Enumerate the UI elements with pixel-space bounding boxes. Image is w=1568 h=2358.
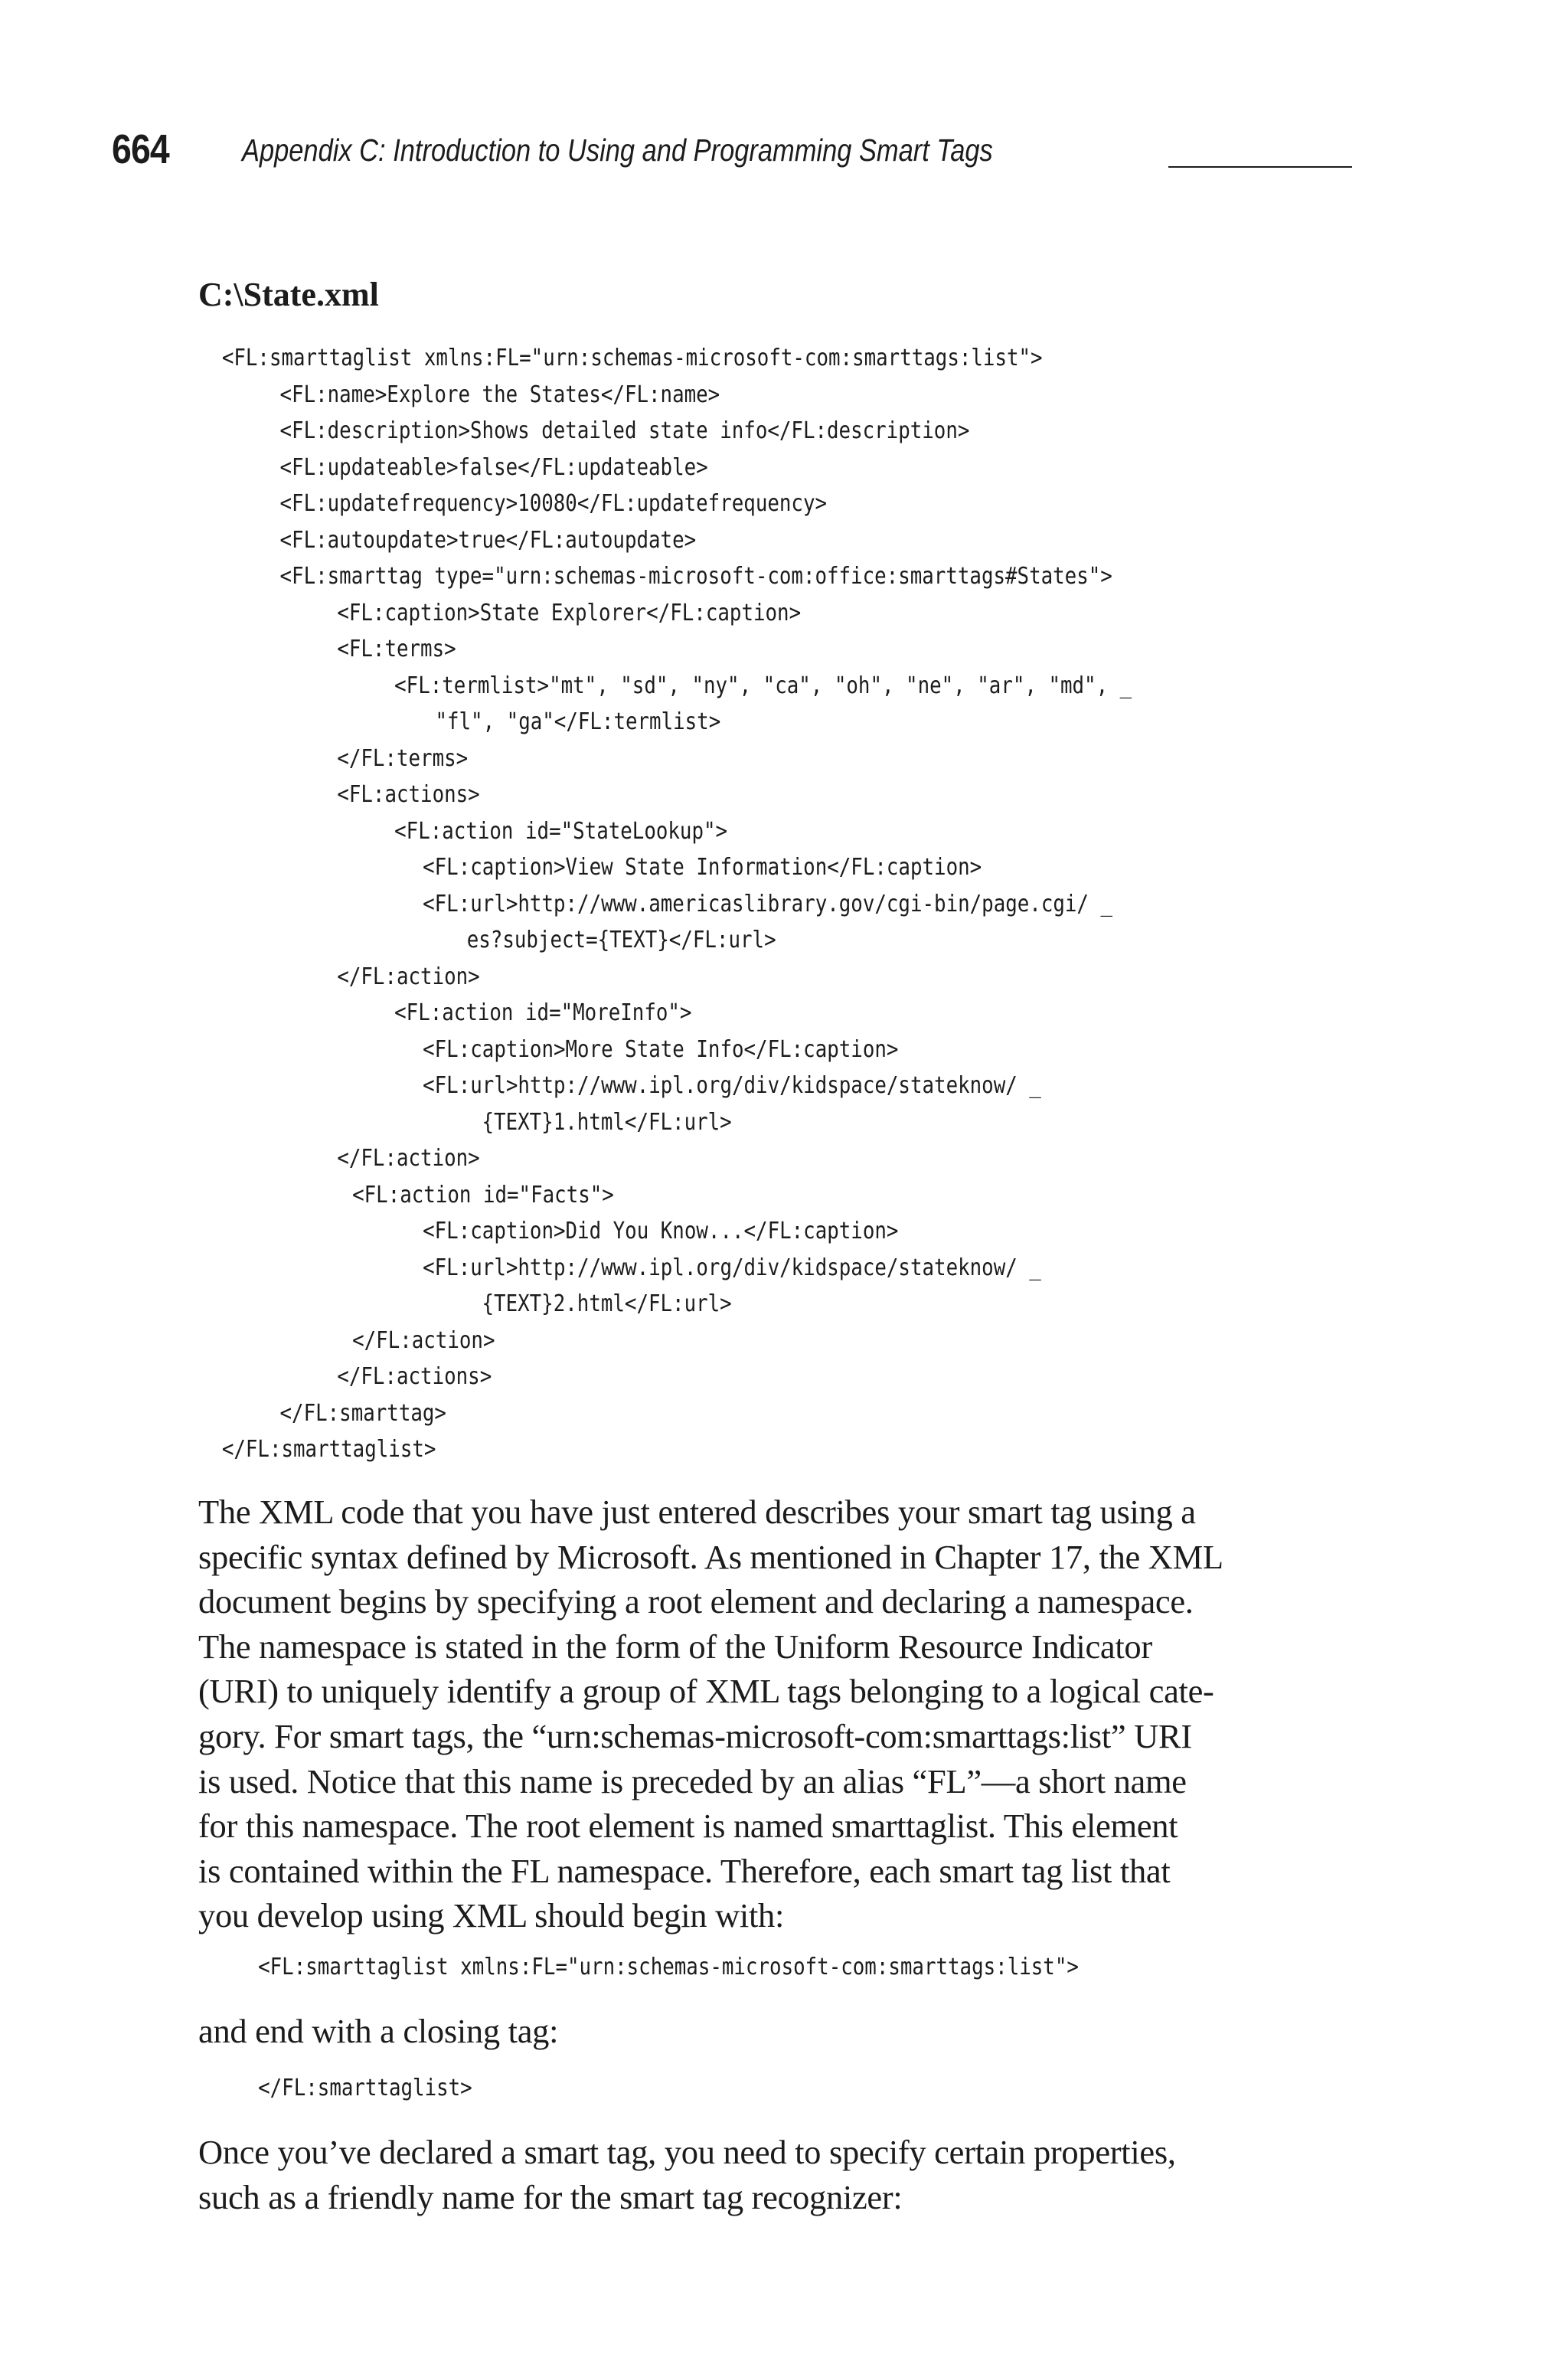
code-line: <FL:action id="Facts">	[352, 1181, 614, 1208]
code-line: <FL:caption>View State Information</FL:caption>	[423, 854, 982, 881]
running-head: Appendix C: Introduction to Using and Programming Smart Tags	[242, 132, 993, 168]
code-line: </FL:actions>	[337, 1363, 492, 1390]
body-paragraph	[198, 2009, 1370, 2054]
code-line: </FL:action>	[352, 1326, 495, 1354]
code-line: <FL:updatefrequency>10080</FL:updatefrequency>	[279, 490, 828, 517]
page-number: 664	[112, 126, 169, 172]
listing-title: C:\State.xml	[198, 276, 379, 313]
code-snippet-open-tag	[0, 1949, 1079, 1986]
code-line: <FL:caption>More State Info</FL:caption>	[423, 1035, 899, 1063]
text-line: gory. For smart tags, the “urn:schemas-microsoft-com:smarttags:list” URI	[198, 1716, 1192, 1755]
text-line: (URI) to uniquely identify a group of XML tags belonging to a logical cate-	[198, 1672, 1214, 1711]
text-line: The namespace is stated in the form of the Uniform Resource Indicator	[198, 1627, 1152, 1666]
code-line: <FL:terms>	[337, 636, 456, 662]
code-line: </FL:smarttaglist>	[258, 2075, 472, 2101]
text-line: specific syntax defined by Microsoft. As mentioned in Chapter 17, the XML	[198, 1537, 1223, 1576]
code-line: </FL:smarttaglist>	[221, 1436, 436, 1463]
code-line: es?subject={TEXT}</FL:url>	[466, 927, 776, 953]
code-line: <FL:action id="StateLookup">	[394, 817, 728, 845]
text-line: and end with a closing tag:	[198, 2012, 559, 2050]
code-line: <FL:url>http://www.ipl.org/div/kidspace/stateknow/ _	[423, 1072, 1041, 1099]
code-line: "fl", "ga"</FL:termlist>	[435, 708, 721, 735]
code-line: </FL:action>	[337, 963, 480, 990]
text-line: such as a friendly name for the smart tag recognizer:	[198, 2177, 903, 2216]
body-paragraph	[198, 2130, 1370, 2219]
text-line: is used. Notice that this name is preceded by an alias “FL”—a short name	[198, 1761, 1187, 1800]
code-line: <FL:smarttag type="urn:schemas-microsoft-com:office:smarttags#States">	[279, 563, 1112, 590]
text-line: for this namespace. The root element is named smarttaglist. This element	[198, 1807, 1178, 1846]
running-head-rule	[1168, 166, 1352, 168]
code-listing	[0, 340, 1132, 1468]
code-line: </FL:terms>	[337, 744, 469, 772]
code-line: <FL:autoupdate>true</FL:autoupdate>	[279, 526, 697, 554]
code-line: <FL:updateable>false</FL:updateable>	[279, 453, 708, 481]
page-header	[112, 123, 1352, 184]
code-line: <FL:url>http://www.ipl.org/div/kidspace/stateknow/ _	[423, 1254, 1041, 1281]
body-paragraph	[198, 1490, 1370, 1938]
code-line: <FL:actions>	[337, 781, 480, 808]
code-line: </FL:action>	[337, 1145, 480, 1172]
code-line: {TEXT}2.html</FL:url>	[482, 1290, 732, 1317]
code-line: <FL:description>Shows detailed state info</FL:description>	[279, 417, 970, 444]
code-line: <FL:url>http://www.americaslibrary.gov/cgi-bin/page.cgi/ _	[423, 890, 1113, 917]
code-line: <FL:caption>State Explorer</FL:caption>	[337, 599, 802, 626]
text-line: document begins by specifying a root element and declaring a namespace.	[198, 1582, 1194, 1621]
code-line: <FL:termlist>"mt", "sd", "ny", "ca", "oh", "ne", "ar", "md", _	[394, 672, 1132, 699]
code-line: <FL:name>Explore the States</FL:name>	[279, 381, 720, 408]
text-line: The XML code that you have just entered describes your smart tag using a	[198, 1493, 1196, 1531]
code-line: {TEXT}1.html</FL:url>	[482, 1108, 732, 1136]
code-line: <FL:smarttaglist xmlns:FL="urn:schemas-microsoft-com:smarttags:list">	[258, 1954, 1079, 1980]
code-line: </FL:smarttag>	[279, 1399, 446, 1427]
text-line: is contained within the FL namespace. Therefore, each smart tag list that	[198, 1851, 1171, 1890]
code-line: <FL:smarttaglist xmlns:FL="urn:schemas-microsoft-com:smarttags:list">	[221, 345, 1043, 371]
text-line: you develop using XML should begin with:	[198, 1896, 785, 1935]
code-line: <FL:action id="MoreInfo">	[394, 999, 692, 1026]
code-line: <FL:caption>Did You Know...</FL:caption>	[423, 1218, 899, 1244]
text-line: Once you’ve declared a smart tag, you need to specify certain properties,	[198, 2133, 1176, 2171]
code-snippet-close-tag	[0, 2070, 472, 2107]
